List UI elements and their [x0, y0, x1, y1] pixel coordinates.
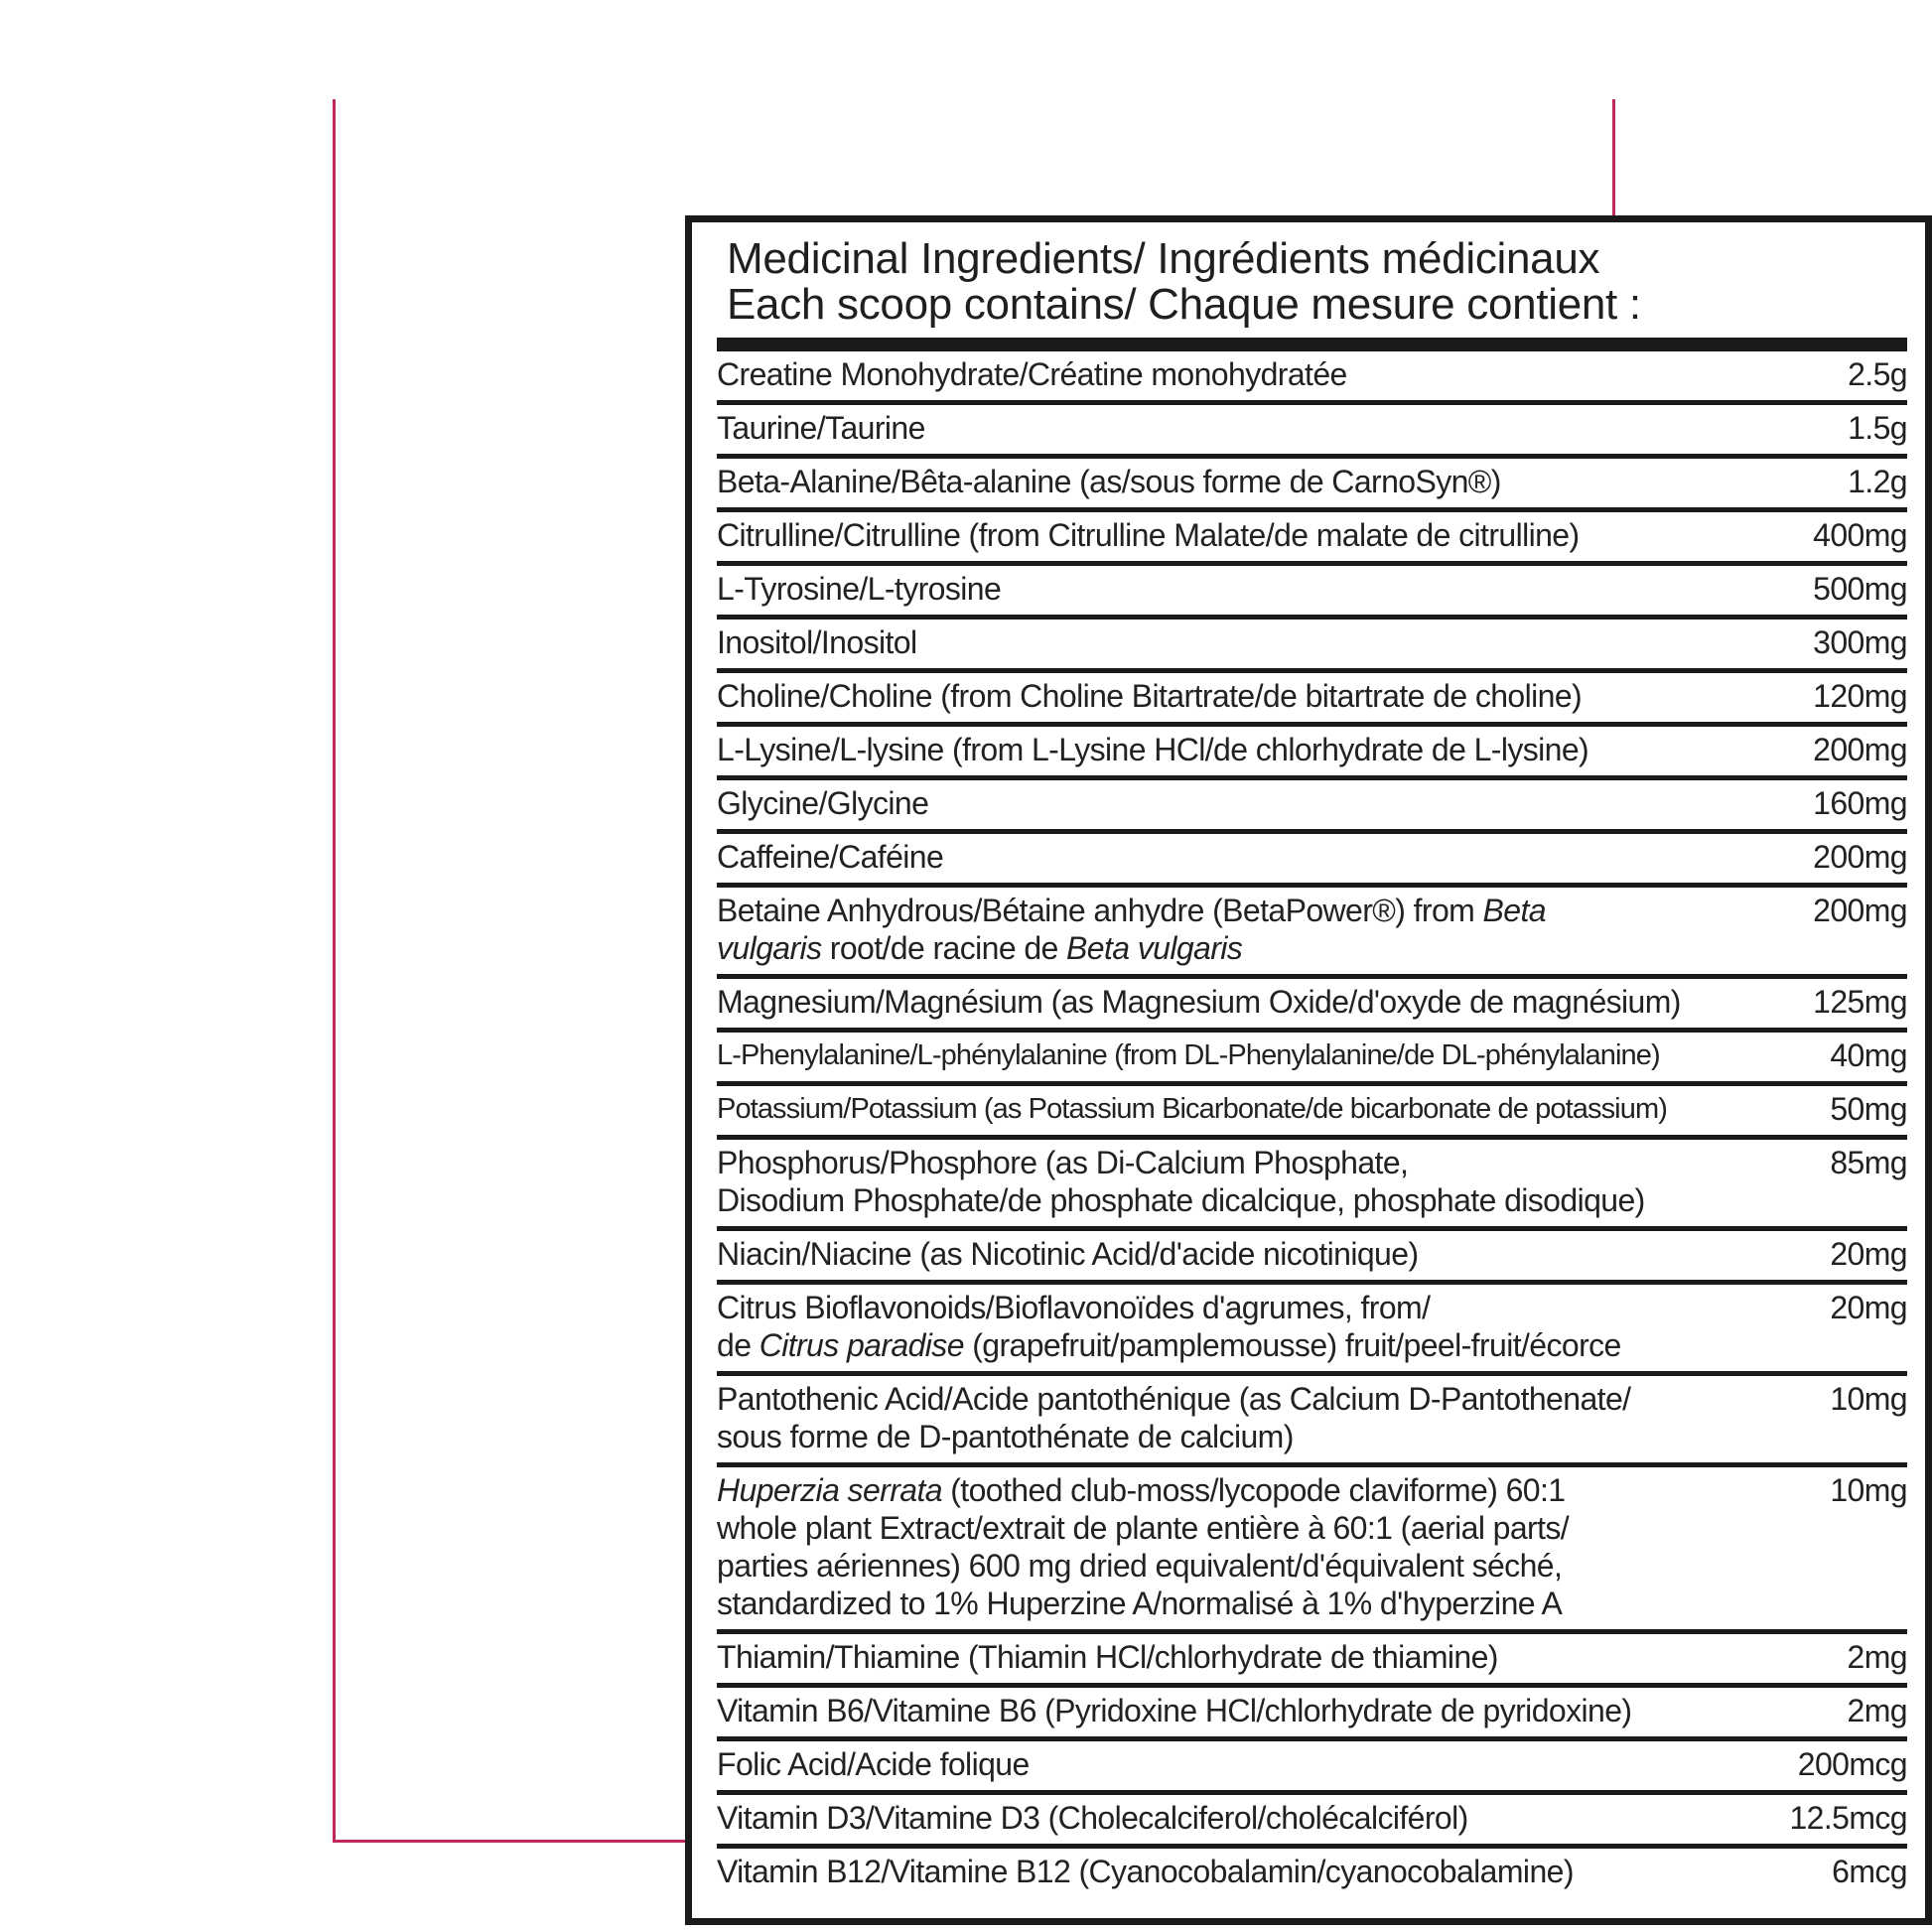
name-italic: Beta [1482, 893, 1546, 928]
ingredient-row [717, 1140, 1907, 1231]
header-subtitle: Each scoop contains/ Chaque mesure contient : [727, 280, 1641, 329]
ingredient-amount: 200mg [1813, 732, 1907, 767]
ingredient-row [717, 1285, 1907, 1376]
ingredient-amount: 20mg [1830, 1290, 1907, 1325]
name-line: Citrus Bioflavonoids/Bioflavonoïdes d'agrumes, from/ [717, 1290, 1431, 1325]
ingredient-amount: 400mg [1813, 517, 1907, 553]
ingredient-amount: 12.5mcg [1789, 1800, 1907, 1836]
ingredient-row [717, 1033, 1907, 1086]
ingredient-name [717, 1144, 1645, 1219]
ingredient-name: Glycine/Glycine [717, 785, 929, 821]
ingredient-amount: 120mg [1813, 678, 1907, 714]
ingredient-amount: 200mg [1813, 839, 1907, 875]
ingredient-name: L-Phenylalanine/L-phénylalanine (from DL-Phenylalanine/de DL-phénylalanine) [717, 1039, 1660, 1071]
ingredient-name: Taurine/Taurine [717, 410, 925, 446]
ingredient-row [717, 834, 1907, 888]
ingredient-name: Creatine Monohydrate/Créatine monohydratée [717, 356, 1347, 392]
ingredient-name: Vitamin D3/Vitamine D3 (Cholecalciferol/cholécalciférol) [717, 1800, 1468, 1836]
ingredient-name: Vitamin B12/Vitamine B12 (Cyanocobalamin/cyanocobalamine) [717, 1854, 1574, 1889]
ingredient-row [717, 1741, 1907, 1795]
ingredient-row [717, 1467, 1907, 1634]
ingredient-name: Magnesium/Magnésium (as Magnesium Oxide/d'oxyde de magnésium) [717, 984, 1681, 1020]
name-line: whole plant Extract/extrait de plante entière à 60:1 (aerial parts/ [717, 1510, 1570, 1546]
ingredient-amount: 2.5g [1848, 356, 1907, 392]
ingredient-row [717, 1688, 1907, 1741]
ingredient-table [717, 351, 1907, 1902]
ingredient-amount: 200mcg [1797, 1746, 1907, 1782]
ingredient-row [717, 727, 1907, 780]
ingredient-name [717, 1380, 1630, 1455]
ingredient-amount: 40mg [1830, 1037, 1907, 1073]
name-text: (toothed club-moss/lycopode claviforme) 60:1 [941, 1472, 1566, 1508]
ingredient-row [717, 1849, 1907, 1902]
name-text: (grapefruit/pamplemousse) fruit/peel-fruit/écorce [963, 1327, 1621, 1363]
ingredient-amount: 125mg [1813, 984, 1907, 1020]
ingredient-name [717, 1289, 1621, 1364]
name-line: parties aériennes) 600 mg dried equivalent/d'équivalent séché, [717, 1548, 1563, 1584]
ingredient-row [717, 1231, 1907, 1285]
name-text: de [717, 1327, 759, 1363]
ingredient-amount: 1.5g [1848, 410, 1907, 446]
ingredient-row [717, 1634, 1907, 1688]
name-line: sous forme de D-pantothénate de calcium) [717, 1419, 1294, 1454]
header-title: Medicinal Ingredients/ Ingrédients médicinaux [727, 234, 1600, 283]
ingredient-name: Niacin/Niacine (as Nicotinic Acid/d'acide nicotinique) [717, 1236, 1419, 1272]
ingredient-row [717, 673, 1907, 727]
ingredient-row [717, 780, 1907, 834]
ingredient-name [717, 1471, 1569, 1622]
ingredient-amount: 50mg [1830, 1091, 1907, 1127]
name-line: Phosphorus/Phosphore (as Di-Calcium Phosphate, [717, 1145, 1409, 1180]
ingredient-amount: 10mg [1830, 1472, 1907, 1508]
ingredient-amount: 200mg [1813, 893, 1907, 928]
ingredient-name: Caffeine/Caféine [717, 839, 944, 875]
ingredient-name: Choline/Choline (from Choline Bitartrate/de bitartrate de choline) [717, 678, 1583, 714]
ingredient-amount: 20mg [1830, 1236, 1907, 1272]
name-italic: Beta vulgaris [1066, 930, 1243, 966]
name-line: Pantothenic Acid/Acide pantothénique (as Calcium D-Pantothenate/ [717, 1381, 1631, 1417]
name-line: standardized to 1% Huperzine A/normalisé à 1% d'hyperzine A [717, 1586, 1563, 1621]
ingredients-panel [685, 215, 1932, 1925]
ingredient-name [717, 892, 1546, 967]
name-text: Betaine Anhydrous/Bétaine anhydre (BetaPower®) from [717, 893, 1483, 928]
ingredient-name: Folic Acid/Acide folique [717, 1746, 1030, 1782]
name-italic: vulgaris [717, 930, 822, 966]
ingredient-amount: 1.2g [1848, 464, 1907, 499]
ingredient-row [717, 1376, 1907, 1467]
ingredient-row [717, 459, 1907, 512]
ingredient-amount: 300mg [1813, 624, 1907, 660]
ingredient-row [717, 979, 1907, 1033]
name-line: Disodium Phosphate/de phosphate dicalcique, phosphate disodique) [717, 1182, 1645, 1218]
ingredient-amount: 85mg [1830, 1145, 1907, 1180]
header-divider [717, 338, 1907, 351]
name-italic: Citrus paradise [759, 1327, 964, 1363]
ingredient-row [717, 1086, 1907, 1140]
ingredient-name: Citrulline/Citrulline (from Citrulline Malate/de malate de citrulline) [717, 517, 1580, 553]
ingredient-amount: 6mcg [1832, 1854, 1907, 1889]
ingredient-row [717, 405, 1907, 459]
ingredient-amount: 500mg [1813, 571, 1907, 607]
ingredient-name: Beta-Alanine/Bêta-alanine (as/sous forme de CarnoSyn®) [717, 464, 1501, 499]
ingredient-row [717, 512, 1907, 566]
name-italic: Huperzia serrata [717, 1472, 942, 1508]
ingredient-row [717, 351, 1907, 405]
panel-header [727, 236, 1641, 328]
ingredient-amount: 160mg [1813, 785, 1907, 821]
ingredient-name: Inositol/Inositol [717, 624, 917, 660]
label-frame [333, 99, 1907, 1889]
ingredient-row [717, 888, 1907, 979]
ingredient-row [717, 620, 1907, 673]
name-text: root/de racine de [821, 930, 1067, 966]
ingredient-name: L-Tyrosine/L-tyrosine [717, 571, 1002, 607]
ingredient-name: Vitamin B6/Vitamine B6 (Pyridoxine HCl/chlorhydrate de pyridoxine) [717, 1693, 1632, 1728]
ingredient-amount: 2mg [1847, 1693, 1907, 1728]
ingredient-name: Potassium/Potassium (as Potassium Bicarbonate/de bicarbonate de potassium) [717, 1093, 1667, 1125]
ingredient-name: Thiamin/Thiamine (Thiamin HCl/chlorhydrate de thiamine) [717, 1639, 1498, 1675]
ingredient-amount: 2mg [1847, 1639, 1907, 1675]
ingredient-amount: 10mg [1830, 1381, 1907, 1417]
ingredient-row [717, 566, 1907, 620]
ingredient-name: L-Lysine/L-lysine (from L-Lysine HCl/de chlorhydrate de L-lysine) [717, 732, 1589, 767]
ingredient-row [717, 1795, 1907, 1849]
